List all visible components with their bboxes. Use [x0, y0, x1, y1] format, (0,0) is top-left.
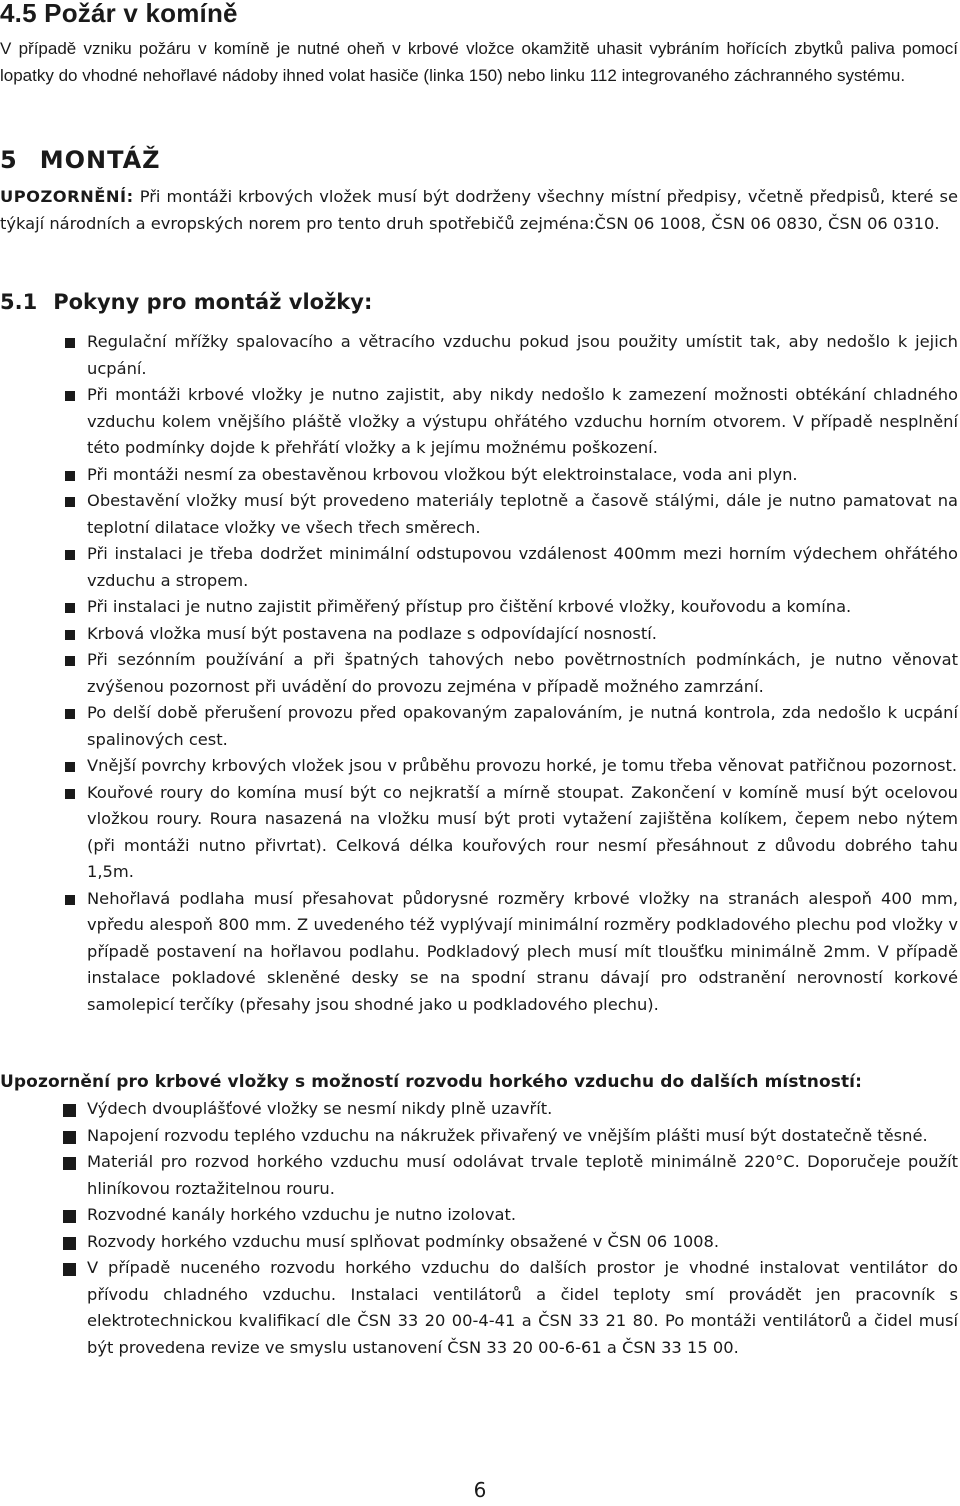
list-item — [0, 594, 958, 621]
list-item — [0, 1229, 958, 1256]
list-item-text: Při instalaci je nutno zajistit přiměřený přístup pro čištění krbové vložky, kouřovodu a komína. — [87, 597, 852, 616]
list-item — [0, 382, 958, 462]
list-item-text: Krbová vložka musí být postavena na podlaze s odpovídající nosností. — [87, 623, 657, 643]
list-item — [0, 780, 958, 886]
square-bullet-icon — [63, 1210, 76, 1223]
section-5-1-title — [0, 290, 372, 314]
section-5-1-number: 5.1 — [0, 290, 38, 314]
list-item-text: Při sezónním používání a při špatných tahových nebo povětrnostních podmínkách, je nutno věnovat zvýšenou pozornost při uvádění do provozu zejména v případě možného zamrzání. — [87, 650, 958, 696]
section-5-number: 5 — [0, 146, 18, 174]
list-item-text: Rozvody horkého vzduchu musí splňovat podmínky obsažené v ČSN 06 1008. — [87, 1231, 720, 1251]
list-item-text: Při montáži krbové vložky je nutno zajistit, aby nikdy nedošlo k zamezení možnosti obtékání chladného vzduchu kolem vnějšího pláště vložky a výstupu ohřátého vzduchu horním otvorem. V případě nesplnění této podmínky dojde k přehřátí vložky a k jejímu možnému poškození. — [87, 385, 958, 457]
square-bullet-icon — [63, 1237, 76, 1250]
list-item — [0, 886, 958, 1019]
square-bullet-icon — [65, 656, 75, 666]
section-5-1-heading: Pokyny pro montáž vložky: — [53, 290, 373, 314]
list-item — [0, 700, 958, 753]
list-item — [0, 753, 958, 780]
list-item — [0, 1149, 958, 1202]
square-bullet-icon — [65, 603, 75, 613]
list-item-text: V případě nuceného rozvodu horkého vzduchu do dalších prostor je vhodné instalovat ventilátor do přívodu chladného vzduchu. Instalaci ventilátorů a čidel teploty smí provádět jen pracovník s elektrotechnickou kvalifikací dle ČSN 33 20 00-4-41 a ČSN 33 21 80. Po montáži ventilátorů a čidel musí být provedena revize ve smyslu ustanovení ČSN 33 20 00-6-61 a ČSN 33 15 00. — [87, 1258, 958, 1357]
warning-paragraph — [0, 184, 958, 237]
section-4-5-title: 4.5 Požár v komíně — [0, 0, 238, 28]
list-item-text: Regulační mřížky spalovacího a větracího vzduchu pokud jsou použity umístit tak, aby nedošlo k jejich ucpání. — [87, 332, 958, 378]
list-item — [0, 1096, 958, 1123]
square-bullet-icon — [65, 550, 75, 560]
list-item-text: Rozvodné kanály horkého vzduchu je nutno izolovat. — [87, 1205, 517, 1224]
square-bullet-icon — [65, 789, 75, 799]
hot-air-notice-list — [0, 1096, 958, 1361]
square-bullet-icon — [65, 471, 75, 481]
list-item-text: Napojení rozvodu teplého vzduchu na nákružek přivařený ve vnějším plášti musí být dostatečně těsné. — [87, 1125, 928, 1145]
list-item — [0, 1255, 958, 1361]
section-5-heading: MONTÁŽ — [39, 146, 161, 174]
square-bullet-icon — [65, 497, 75, 507]
square-bullet-icon — [63, 1263, 76, 1276]
list-item-text: Vnější povrchy krbových vložek jsou v průběhu provozu horké, je tomu třeba věnovat patřičnou pozornost. — [87, 756, 958, 775]
list-item — [0, 462, 958, 489]
warning-label: UPOZORNĚNÍ: — [0, 187, 134, 206]
list-item-text: Nehořlavá podlaha musí přesahovat půdorysné rozměry krbové vložky na stranách alespoň 400 mm, vpředu alespoň 800 mm. Z uvedeného též vyplývají minimální rozměry podkladového plechu pod vložky v případě postavení na hořlavou podlahu. Podkladový plech musí mít tloušťku minimálně 2mm. V případě instalace pokladové skleněné desky se na spodní stranu dávají pro odstranění nerovností korkové samolepicí terčíky (přesahy jsou shodné jako u podkladového plechu). — [87, 888, 958, 1014]
list-item-text: Kouřové roury do komína musí být co nejkratší a mírně stoupat. Zakončení v komíně musí být ocelovou vložkou roury. Roura nasazená na vložku musí být proti vytažení zajištěna kolíkem, čepem nebo nýtem (při montáži nutno přivrtat). Celková délka kouřových rour nesmí přesáhnout z důvodu dobrého tahu 1,5m. — [87, 782, 958, 881]
list-item-text: Při montáži nesmí za obestavěnou krbovou vložkou být elektroinstalace, voda ani plyn. — [87, 464, 798, 484]
section-4-5-text: V případě vzniku požáru v komíně je nutné oheň v krbové vložce okamžitě uhasit vybráním hořících zbytků paliva pomocí lopatky do vhodné nehořlavé nádoby ihned volat hasiče (linka 150) nebo linku 112 integrovaného záchranného systému. — [0, 39, 958, 85]
list-item-text: Po delší době přerušení provozu před opakovaným zapalováním, je nutná kontrola, zda nedošlo k ucpání spalinových cest. — [87, 703, 958, 749]
list-item-text: Výdech dvouplášťové vložky se nesmí nikdy plně uzavřít. — [87, 1099, 553, 1118]
list-item — [0, 488, 958, 541]
page-number: 6 — [473, 1478, 487, 1502]
square-bullet-icon — [65, 762, 75, 772]
warning-text: Při montáži krbových vložek musí být dodrženy všechny místní předpisy, včetně předpisů, které se týkají národních a evropských norem pro tento druh spotřebičů zejména:ČSN 06 1008, ČSN 06 0830, ČSN 06 0310. — [0, 187, 958, 233]
installation-instructions-list — [0, 329, 958, 1018]
square-bullet-icon — [65, 391, 75, 401]
list-item — [0, 329, 958, 382]
list-item — [0, 541, 958, 594]
list-item-text: Při instalaci je třeba dodržet minimální odstupovou vzdálenost 400mm mezi horním výdechem ohřátého vzduchu a stropem. — [87, 544, 958, 590]
square-bullet-icon — [63, 1131, 76, 1144]
list-item — [0, 1123, 958, 1150]
list-item — [0, 621, 958, 648]
list-item-text: Obestavění vložky musí být provedeno materiály teplotně a časově stálými, dále je nutno pamatovat na teplotní dilatace vložky ve všech třech směrech. — [87, 491, 958, 537]
square-bullet-icon — [63, 1157, 76, 1170]
square-bullet-icon — [65, 630, 75, 640]
hot-air-notice-title: Upozornění pro krbové vložky s možností rozvodu horkého vzduchu do dalších místností: — [0, 1072, 863, 1092]
square-bullet-icon — [65, 895, 75, 905]
section-5-title — [0, 146, 161, 174]
list-item-text: Materiál pro rozvod horkého vzduchu musí odolávat trvale teplotě minimálně 220°C. Doporučeje použít hliníkovou roztažitelnou rouru. — [87, 1152, 958, 1198]
square-bullet-icon — [65, 338, 75, 348]
list-item — [0, 647, 958, 700]
list-item — [0, 1202, 958, 1229]
square-bullet-icon — [65, 709, 75, 719]
square-bullet-icon — [63, 1104, 76, 1117]
